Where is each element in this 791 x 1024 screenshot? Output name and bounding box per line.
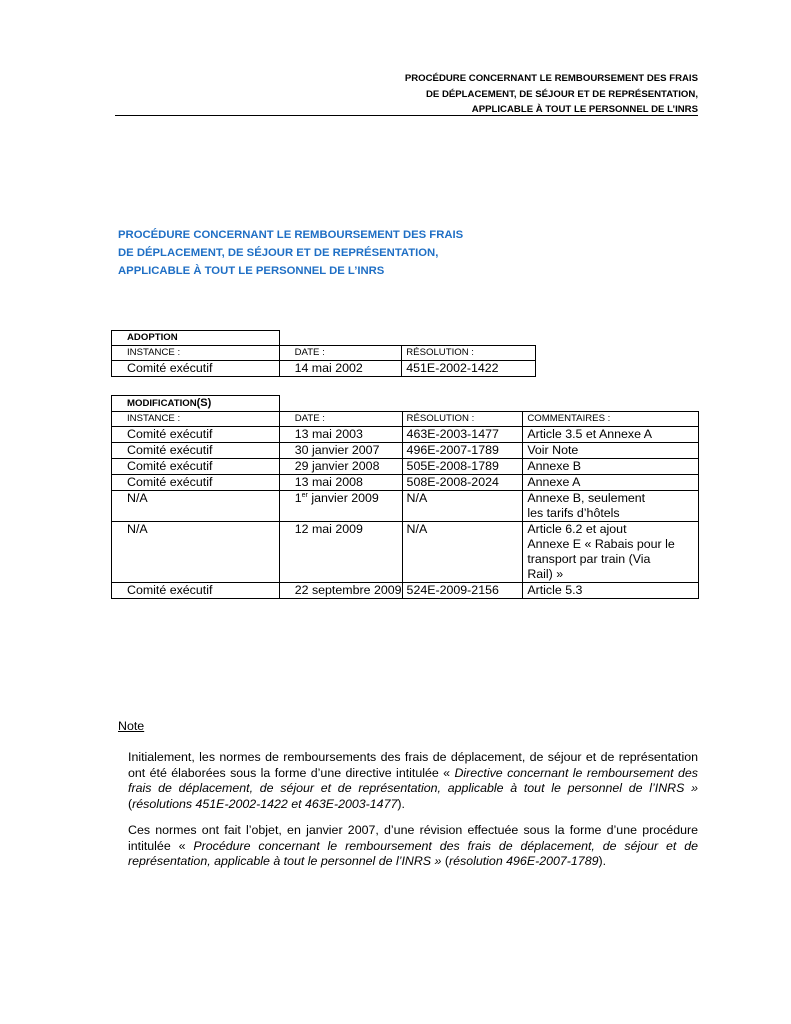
date-cell: 12 mai 2009	[279, 522, 402, 583]
instance-cell: Comité exécutif	[112, 427, 280, 443]
date-cell: 13 mai 2003	[279, 427, 402, 443]
comment-cell	[523, 522, 699, 583]
note-text: Initialement, les normes de remboursements des frais de déplacement, de séjour et de représentation ont été élaborées sous la forme d’une directive intitulée «	[128, 750, 698, 780]
note-paragraph-2	[128, 823, 698, 870]
note-text: (	[441, 854, 449, 868]
col-header-resolution: RÉSOLUTION :	[402, 412, 523, 427]
comment-line: transport par train (Via	[527, 552, 651, 566]
instance-cell: N/A	[112, 522, 280, 583]
resolution-cell: 505E-2008-1789	[402, 459, 523, 475]
date-cell: 29 janvier 2008	[279, 459, 402, 475]
title-line: DE DÉPLACEMENT, DE SÉJOUR ET DE REPRÉSENTATION,	[118, 247, 439, 259]
instance-cell: Comité exécutif	[112, 475, 280, 491]
resolution-cell: N/A	[402, 522, 523, 583]
table-row	[112, 443, 699, 459]
running-header-line: PROCÉDURE CONCERNANT LE REMBOURSEMENT DES FRAIS	[404, 73, 698, 84]
comment-line: Article 6.2 et ajout	[527, 522, 627, 536]
running-header-line: DE DÉPLACEMENT, DE SÉJOUR ET DE REPRÉSENTATION,	[425, 88, 698, 100]
table-row	[112, 475, 699, 491]
resolution-cell: N/A	[402, 491, 523, 522]
col-header-comments: COMMENTAIRES :	[523, 412, 699, 427]
date-ordinal: er	[301, 491, 308, 499]
note-italic-text: Procédure concernant le remboursement des frais de déplacement, de séjour et de représentation, applicable à tout le personnel de l’INRS »	[128, 838, 698, 868]
table-row	[112, 583, 699, 599]
modifications-section-label	[112, 396, 280, 412]
comment-line: Annexe B, seulement	[527, 491, 646, 505]
date-cell: 30 janvier 2007	[279, 443, 402, 459]
note-text: Ces normes ont fait l’objet, en janvier 2007, d’une révision effectuée sous la forme d’une procédure intitulée «	[128, 823, 698, 853]
instance-cell: Comité exécutif	[112, 583, 280, 599]
adoption-section-label: ADOPTION	[112, 331, 280, 346]
col-header-date: DATE :	[279, 412, 402, 427]
note-italic-text: résolution 496E-2007-1789	[448, 854, 599, 868]
col-header-resolution: RÉSOLUTION :	[402, 346, 536, 361]
title-line: APPLICABLE À TOUT LE PERSONNEL DE L’INRS	[118, 265, 385, 277]
adoption-resolution: 451E-2002-1422	[402, 361, 536, 377]
table-row	[112, 522, 699, 583]
comment-cell: Article 5.3	[523, 583, 699, 599]
resolution-cell: 463E-2003-1477	[402, 427, 523, 443]
date-cell: 13 mai 2008	[279, 475, 402, 491]
comment-cell	[523, 491, 699, 522]
adoption-table	[111, 330, 536, 377]
note-text: ).	[397, 796, 405, 811]
table-row	[112, 491, 699, 522]
comment-cell: Annexe B	[523, 459, 699, 475]
resolution-cell: 496E-2007-1789	[402, 443, 523, 459]
col-header-instance: INSTANCE :	[112, 346, 280, 361]
date-cell	[279, 491, 402, 522]
document-title	[118, 226, 463, 280]
note-paragraph-1	[128, 750, 698, 812]
instance-cell: Comité exécutif	[112, 443, 280, 459]
note-italic-text: Directive concernant le remboursement des frais de déplacement, de séjour et de représentation, applicable à tout le personnel de l’INRS »	[128, 765, 699, 795]
modifications-label-main: MODIFICATION	[127, 398, 197, 409]
comment-line: Rail) »	[527, 567, 564, 581]
instance-cell: N/A	[112, 491, 280, 522]
running-header-line: APPLICABLE À TOUT LE PERSONNEL DE L’INRS	[471, 104, 698, 115]
modifications-table	[111, 395, 699, 599]
comment-cell: Voir Note	[523, 443, 699, 459]
adoption-instance: Comité exécutif	[112, 361, 280, 377]
date-day: 1	[294, 491, 302, 505]
comment-line: les tarifs d’hôtels	[527, 506, 620, 520]
resolution-cell: 524E-2009-2156	[402, 583, 523, 599]
table-row	[112, 427, 699, 443]
adoption-date: 14 mai 2002	[279, 361, 402, 377]
instance-cell: Comité exécutif	[112, 459, 280, 475]
comment-cell: Annexe A	[523, 475, 699, 491]
note-italic-text: résolutions 451E-2002-1422 et 463E-2003-1477	[132, 796, 398, 811]
date-rest: janvier 2009	[307, 491, 379, 505]
resolution-cell: 508E-2008-2024	[402, 475, 523, 491]
comment-cell: Article 3.5 et Annexe A	[523, 427, 699, 443]
comment-line: Annexe E « Rabais pour le	[527, 537, 675, 551]
note-heading: Note	[118, 719, 145, 733]
header-rule	[115, 115, 698, 116]
title-line: PROCÉDURE CONCERNANT LE REMBOURSEMENT DES FRAIS	[118, 229, 464, 241]
modifications-label-suffix: (S)	[196, 397, 212, 409]
note-text: ).	[598, 854, 607, 868]
table-row	[112, 459, 699, 475]
col-header-instance: INSTANCE :	[112, 412, 280, 427]
date-cell: 22 septembre 2009	[279, 583, 402, 599]
col-header-date: DATE :	[279, 346, 402, 361]
note-text: (	[128, 796, 133, 811]
running-header	[405, 71, 698, 118]
